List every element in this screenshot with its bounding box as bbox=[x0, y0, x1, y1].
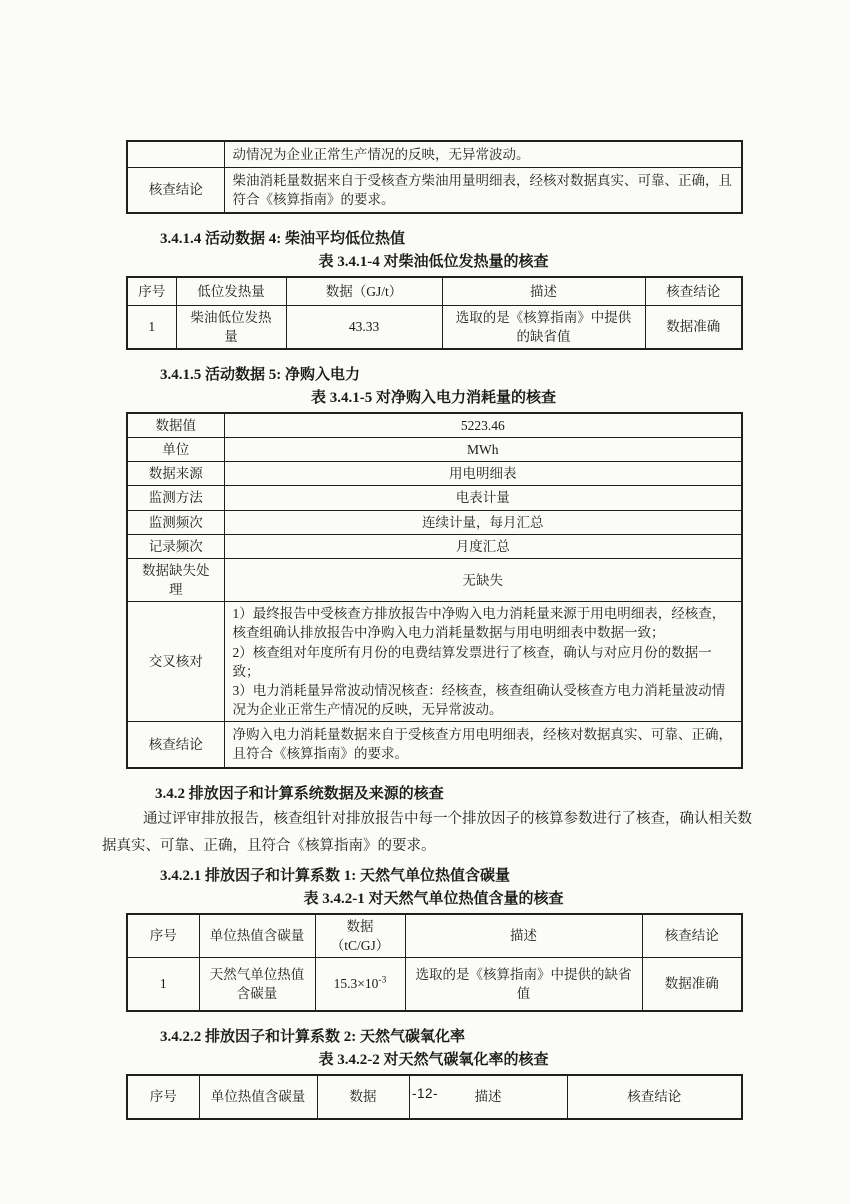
heading-3-4-2-1: 3.4.2.1 排放因子和计算系数 1: 天然气单位热值含碳量 bbox=[160, 867, 510, 884]
table-row bbox=[127, 510, 742, 534]
table-header-row bbox=[127, 914, 742, 958]
cell-label: 数据缺失处理 bbox=[127, 558, 224, 601]
cell-value: 月度汇总 bbox=[224, 534, 742, 558]
cell-data: 43.33 bbox=[286, 305, 442, 349]
cross-check-line-3: 3）电力消耗量异常波动情况核查：经核查，核查组确认受核查方电力消耗量波动情况为企业正常生产情况的反映，无异常波动。 bbox=[232, 682, 726, 718]
table-caption-3-4-1-4: 表 3.4.1-4 对柴油低位发热量的核查 bbox=[318, 254, 549, 270]
col-header-no: 序号 bbox=[127, 1075, 199, 1119]
cell-no: 1 bbox=[127, 958, 199, 1011]
value-exponent: -3 bbox=[378, 975, 387, 986]
table-row bbox=[127, 305, 742, 349]
cell-label: 单位 bbox=[127, 438, 224, 462]
cell-value: MWh bbox=[224, 438, 742, 462]
cell-value: 无缺失 bbox=[224, 558, 742, 601]
cross-check-line-1: 1）最终报告中受核查方排放报告中净购入电力消耗量来源于用电明细表，经核查，核查组确认排放报告中净购入电力消耗量数据与用电明细表中数据一致； bbox=[232, 606, 726, 641]
cell-label: 监测方法 bbox=[127, 486, 224, 510]
table-header-row bbox=[127, 277, 742, 305]
table-caption-3-4-2-2: 表 3.4.2-2 对天然气碳氧化率的核查 bbox=[318, 1051, 549, 1068]
cell-label-conclusion: 核查结论 bbox=[127, 722, 224, 768]
col-header-name: 低位发热量 bbox=[176, 277, 286, 305]
cell-conclusion: 数据准确 bbox=[645, 305, 742, 349]
section-3-4-2 bbox=[102, 784, 752, 860]
col-header-description: 描述 bbox=[409, 1075, 567, 1119]
heading-3-4-2-2: 3.4.2.2 排放因子和计算系数 2: 天然气碳氧化率 bbox=[160, 1028, 465, 1045]
col-header-data: 数据（GJ/t） bbox=[286, 277, 442, 305]
section-3-4-1-5 bbox=[126, 365, 741, 769]
natural-gas-carbon-content-table bbox=[126, 913, 743, 1012]
col-header-description: 描述 bbox=[405, 914, 642, 958]
table-caption-3-4-1-5: 表 3.4.1-5 对净购入电力消耗量的核查 bbox=[311, 390, 556, 406]
table-row bbox=[127, 558, 742, 601]
diesel-consumption-conclusion-table bbox=[126, 140, 743, 214]
table-caption-3-4-2-1: 表 3.4.2-1 对天然气单位热值含量的核查 bbox=[303, 890, 564, 907]
page-number: -12- bbox=[411, 1086, 438, 1101]
heading-3-4-2: 3.4.2 排放因子和计算系统数据及来源的核查 bbox=[155, 785, 444, 802]
table-row-cross-check bbox=[127, 602, 742, 722]
section-3-4-1-4 bbox=[126, 229, 741, 350]
col-header-no: 序号 bbox=[127, 914, 199, 958]
cell-conclusion-text: 净购入电力消耗量数据来自于受核查方用电明细表，经核对数据真实、可靠、正确，且符合《核算指南》的要求。 bbox=[224, 722, 742, 768]
section-3-4-2-2 bbox=[126, 1027, 741, 1120]
table-row bbox=[127, 958, 742, 1011]
cell-value: 5223.46 bbox=[224, 413, 742, 438]
col-header-name: 单位热值含碳量 bbox=[199, 1075, 317, 1119]
col-header-conclusion: 核查结论 bbox=[642, 914, 742, 958]
section-3-4-2-1 bbox=[126, 866, 741, 1012]
heading-3-4-1-5: 3.4.1.5 活动数据 5: 净购入电力 bbox=[160, 367, 360, 383]
cell-label: 数据值 bbox=[127, 413, 224, 438]
value-base: 15.3×10 bbox=[333, 976, 379, 992]
cross-check-line-2: 2）核查组对年度所有月份的电费结算发票进行了核查，确认与对应月份的数据一致； bbox=[232, 644, 712, 679]
table-row bbox=[127, 534, 742, 558]
cell-value: 用电明细表 bbox=[224, 462, 742, 486]
col-header-name: 单位热值含碳量 bbox=[199, 914, 315, 958]
col-header-description: 描述 bbox=[442, 277, 645, 305]
col-header-data: 数据 bbox=[317, 1075, 409, 1119]
col-header-conclusion: 核查结论 bbox=[567, 1075, 742, 1119]
electricity-consumption-table bbox=[126, 412, 743, 769]
cell-label: 数据来源 bbox=[127, 462, 224, 486]
table-row bbox=[127, 141, 742, 167]
table-row-conclusion bbox=[127, 722, 742, 768]
cell-name: 柴油低位发热量 bbox=[176, 305, 286, 349]
cell-continued-text: 动情况为企业正常生产情况的反映，无异常波动。 bbox=[224, 141, 742, 167]
col-header-data: 数据（tC/GJ） bbox=[315, 914, 405, 958]
cell-conclusion-text: 柴油消耗量数据来自于受核查方柴油用量明细表，经核对数据真实、可靠、正确，且符合《核算指南》的要求。 bbox=[224, 167, 742, 213]
paragraph-3-4-2: 通过评审排放报告，核查组针对排放报告中每一个排放因子的核算参数进行了核查，确认相关数据真实、可靠、正确，且符合《核算指南》的要求。 bbox=[102, 810, 752, 854]
cell-label-empty bbox=[127, 141, 224, 167]
document-content bbox=[102, 140, 752, 1120]
cell-label: 记录频次 bbox=[127, 534, 224, 558]
cell-label-conclusion: 核查结论 bbox=[127, 167, 224, 213]
table-row bbox=[127, 486, 742, 510]
col-header-conclusion: 核查结论 bbox=[645, 277, 742, 305]
heading-3-4-1-4: 3.4.1.4 活动数据 4: 柴油平均低位热值 bbox=[160, 231, 405, 247]
diesel-heating-value-table bbox=[126, 276, 743, 350]
col-header-no: 序号 bbox=[127, 277, 176, 305]
cell-label: 监测频次 bbox=[127, 510, 224, 534]
table-row bbox=[127, 167, 742, 213]
cell-label-cross-check: 交叉核对 bbox=[127, 602, 224, 722]
table-row bbox=[127, 438, 742, 462]
cell-value: 连续计量，每月汇总 bbox=[224, 510, 742, 534]
cell-cross-check-text bbox=[224, 602, 742, 722]
cell-description: 选取的是《核算指南》中提供的缺省值 bbox=[405, 958, 642, 1011]
cell-conclusion: 数据准确 bbox=[642, 958, 742, 1011]
table-row bbox=[127, 413, 742, 438]
cell-value: 电表计量 bbox=[224, 486, 742, 510]
table-row bbox=[127, 462, 742, 486]
cell-name: 天然气单位热值含碳量 bbox=[199, 958, 315, 1011]
cell-data bbox=[315, 958, 405, 1011]
cell-no: 1 bbox=[127, 305, 176, 349]
cell-description: 选取的是《核算指南》中提供的缺省值 bbox=[442, 305, 645, 349]
